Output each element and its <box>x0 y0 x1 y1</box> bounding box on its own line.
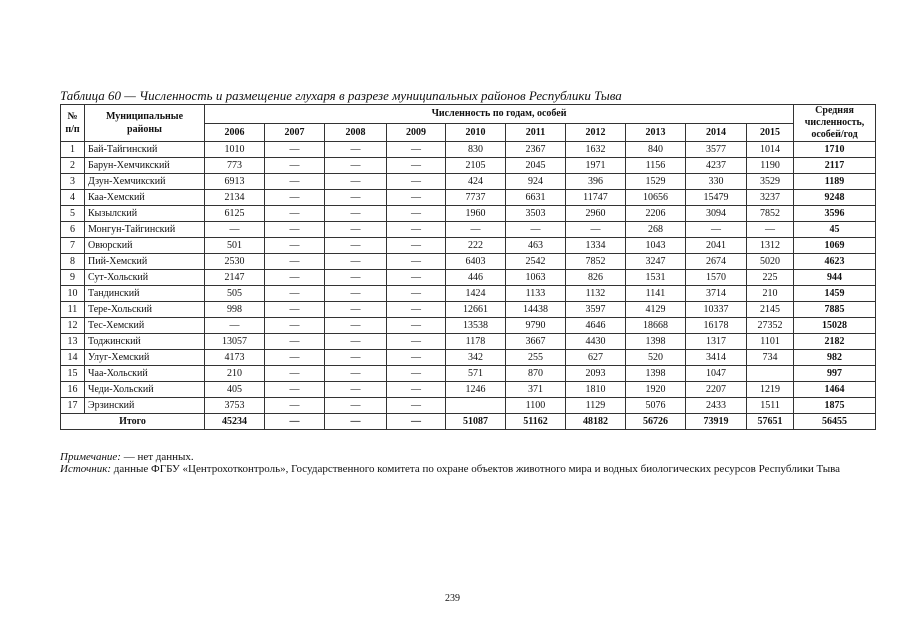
year-value: 4646 <box>566 318 626 334</box>
row-number: 1 <box>61 142 85 158</box>
year-value: 10656 <box>626 190 686 206</box>
year-value: 3094 <box>686 206 747 222</box>
year-value: — <box>265 142 325 158</box>
year-value: 16178 <box>686 318 747 334</box>
year-value: — <box>325 398 387 414</box>
year-value: 7852 <box>566 254 626 270</box>
year-value: 15479 <box>686 190 747 206</box>
note-label: Примечание: <box>60 451 121 463</box>
year-value: 1156 <box>626 158 686 174</box>
year-value: — <box>325 270 387 286</box>
year-value: — <box>387 366 446 382</box>
table-caption: Таблица 60 — Численность и размещение глухаря в разрезе муниципальных районов Республики Тыва <box>60 88 622 103</box>
average-value: 982 <box>794 350 876 366</box>
year-value: 1043 <box>626 238 686 254</box>
year-value: — <box>387 286 446 302</box>
year-value: 371 <box>506 382 566 398</box>
year-value: 396 <box>566 174 626 190</box>
row-number: 3 <box>61 174 85 190</box>
year-value: — <box>325 142 387 158</box>
total-row <box>61 414 876 430</box>
year-value: — <box>265 334 325 350</box>
district-name: Чаа-Хольский <box>85 366 205 382</box>
year-value: 6125 <box>205 206 265 222</box>
total-average: 56455 <box>794 414 876 430</box>
year-value: 830 <box>446 142 506 158</box>
average-value: 1710 <box>794 142 876 158</box>
row-number: 5 <box>61 206 85 222</box>
table-row <box>61 206 876 222</box>
year-value: 13538 <box>446 318 506 334</box>
year-value: 2433 <box>686 398 747 414</box>
year-value: — <box>265 318 325 334</box>
year-value: — <box>325 206 387 222</box>
year-value: 1334 <box>566 238 626 254</box>
year-value: 520 <box>626 350 686 366</box>
year-value: 6631 <box>506 190 566 206</box>
year-value: 505 <box>205 286 265 302</box>
year-value: 3414 <box>686 350 747 366</box>
average-value: 944 <box>794 270 876 286</box>
total-year-value: 51087 <box>446 414 506 430</box>
year-value: — <box>265 302 325 318</box>
row-number: 17 <box>61 398 85 414</box>
year-value: 210 <box>205 366 265 382</box>
year-value: 10337 <box>686 302 747 318</box>
total-year-value: 73919 <box>686 414 747 430</box>
year-value: 463 <box>506 238 566 254</box>
table-row <box>61 270 876 286</box>
table-row <box>61 238 876 254</box>
average-value: 7885 <box>794 302 876 318</box>
district-name: Барун-Хемчикский <box>85 158 205 174</box>
header-year: 2014 <box>686 123 747 142</box>
year-value: 1219 <box>747 382 794 398</box>
year-value: 2674 <box>686 254 747 270</box>
header-district: Муниципальные районы <box>85 105 205 142</box>
header-year: 2007 <box>265 123 325 142</box>
year-value: — <box>387 350 446 366</box>
year-value: 1014 <box>747 142 794 158</box>
year-value: — <box>325 366 387 382</box>
header-by-years: Численность по годам, особей <box>205 105 794 124</box>
table-row <box>61 190 876 206</box>
table-row <box>61 142 876 158</box>
district-name: Чеди-Хольский <box>85 382 205 398</box>
row-number: 9 <box>61 270 85 286</box>
year-value: 4173 <box>205 350 265 366</box>
year-value: 4430 <box>566 334 626 350</box>
year-value: — <box>205 318 265 334</box>
year-value: — <box>265 238 325 254</box>
table-body <box>61 142 876 430</box>
table-row <box>61 174 876 190</box>
average-value: 15028 <box>794 318 876 334</box>
row-number: 14 <box>61 350 85 366</box>
header-year: 2006 <box>205 123 265 142</box>
year-value: — <box>747 222 794 238</box>
year-value: 1960 <box>446 206 506 222</box>
year-value: — <box>325 318 387 334</box>
district-name: Кызылский <box>85 206 205 222</box>
year-value: — <box>325 158 387 174</box>
year-value: — <box>325 254 387 270</box>
year-value: — <box>387 174 446 190</box>
table-row <box>61 350 876 366</box>
year-value: 3667 <box>506 334 566 350</box>
year-value: 3597 <box>566 302 626 318</box>
year-value: — <box>265 382 325 398</box>
year-value: 4129 <box>626 302 686 318</box>
year-value: 4237 <box>686 158 747 174</box>
year-value: — <box>566 222 626 238</box>
year-value <box>747 366 794 382</box>
district-name: Эрзинский <box>85 398 205 414</box>
year-value: — <box>325 222 387 238</box>
year-value: 501 <box>205 238 265 254</box>
note-line <box>60 451 875 463</box>
year-value: 1971 <box>566 158 626 174</box>
year-value: — <box>325 334 387 350</box>
district-name: Улуг-Хемский <box>85 350 205 366</box>
year-value: 405 <box>205 382 265 398</box>
row-number: 12 <box>61 318 85 334</box>
row-number: 4 <box>61 190 85 206</box>
year-value: — <box>265 190 325 206</box>
year-value: — <box>325 238 387 254</box>
year-value: 7852 <box>747 206 794 222</box>
year-value: 2207 <box>686 382 747 398</box>
year-value: 5076 <box>626 398 686 414</box>
row-number: 13 <box>61 334 85 350</box>
year-value: — <box>387 318 446 334</box>
year-value: 3714 <box>686 286 747 302</box>
year-value: 1317 <box>686 334 747 350</box>
note-text: — нет данных. <box>120 451 194 463</box>
average-value: 4623 <box>794 254 876 270</box>
header-average: Средняя численность, особей/год <box>794 105 876 142</box>
year-value: 1246 <box>446 382 506 398</box>
year-value: — <box>387 142 446 158</box>
year-value: 6403 <box>446 254 506 270</box>
year-value: — <box>265 158 325 174</box>
year-value: 1632 <box>566 142 626 158</box>
year-value: 6913 <box>205 174 265 190</box>
average-value: 1069 <box>794 238 876 254</box>
district-name: Дзун-Хемчикский <box>85 174 205 190</box>
row-number: 7 <box>61 238 85 254</box>
year-value: 2145 <box>747 302 794 318</box>
year-value: 1398 <box>626 366 686 382</box>
district-name: Монгун-Тайгинский <box>85 222 205 238</box>
average-value: 1875 <box>794 398 876 414</box>
average-value: 45 <box>794 222 876 238</box>
year-value: 1810 <box>566 382 626 398</box>
table-row <box>61 382 876 398</box>
year-value: 3529 <box>747 174 794 190</box>
table-row <box>61 366 876 382</box>
year-value: — <box>265 222 325 238</box>
year-value: — <box>325 174 387 190</box>
table-row <box>61 222 876 238</box>
row-number: 8 <box>61 254 85 270</box>
year-value: — <box>387 302 446 318</box>
year-value: — <box>387 398 446 414</box>
year-value: 2530 <box>205 254 265 270</box>
average-value: 1464 <box>794 382 876 398</box>
population-table <box>60 104 876 430</box>
row-number: 16 <box>61 382 85 398</box>
year-value: 1570 <box>686 270 747 286</box>
header-year: 2013 <box>626 123 686 142</box>
year-value: 1133 <box>506 286 566 302</box>
year-value: — <box>265 206 325 222</box>
year-value: 1047 <box>686 366 747 382</box>
table-row <box>61 398 876 414</box>
year-value: — <box>265 286 325 302</box>
footnote <box>60 451 875 475</box>
year-value: 1190 <box>747 158 794 174</box>
district-name: Тес-Хемский <box>85 318 205 334</box>
header-year: 2015 <box>747 123 794 142</box>
total-year-value: 48182 <box>566 414 626 430</box>
year-value: — <box>265 366 325 382</box>
year-value: 1529 <box>626 174 686 190</box>
total-year-value: 56726 <box>626 414 686 430</box>
year-value: 3577 <box>686 142 747 158</box>
year-value: 3503 <box>506 206 566 222</box>
year-value: 2367 <box>506 142 566 158</box>
page-number: 239 <box>445 593 460 604</box>
year-value: 18668 <box>626 318 686 334</box>
row-number: 11 <box>61 302 85 318</box>
source-text: данные ФГБУ «Центрохотконтроль», Государственного комитета по охране объектов животного мира и водных биологических ресурсов Республики Тыва <box>111 463 841 475</box>
year-value: — <box>265 350 325 366</box>
table-row <box>61 158 876 174</box>
year-value: 2105 <box>446 158 506 174</box>
year-value: 1132 <box>566 286 626 302</box>
year-value: 27352 <box>747 318 794 334</box>
average-value: 997 <box>794 366 876 382</box>
district-name: Тандинский <box>85 286 205 302</box>
year-value: 2134 <box>205 190 265 206</box>
total-year-value: 45234 <box>205 414 265 430</box>
year-value: 210 <box>747 286 794 302</box>
total-year-value: 51162 <box>506 414 566 430</box>
average-value: 3596 <box>794 206 876 222</box>
year-value: — <box>387 270 446 286</box>
year-value: — <box>387 190 446 206</box>
year-value: 998 <box>205 302 265 318</box>
year-value: — <box>387 254 446 270</box>
year-value: 1920 <box>626 382 686 398</box>
year-value: — <box>387 206 446 222</box>
year-value: 9790 <box>506 318 566 334</box>
year-value: 268 <box>626 222 686 238</box>
year-value: — <box>387 382 446 398</box>
header-year: 2012 <box>566 123 626 142</box>
district-name: Сут-Хольский <box>85 270 205 286</box>
year-value: — <box>265 174 325 190</box>
year-value: 7737 <box>446 190 506 206</box>
year-value: 2093 <box>566 366 626 382</box>
row-number: 10 <box>61 286 85 302</box>
year-value: 1129 <box>566 398 626 414</box>
year-value: 13057 <box>205 334 265 350</box>
year-value: 14438 <box>506 302 566 318</box>
year-value: 330 <box>686 174 747 190</box>
year-value: 571 <box>446 366 506 382</box>
year-value: — <box>325 286 387 302</box>
year-value: 222 <box>446 238 506 254</box>
year-value: 1531 <box>626 270 686 286</box>
district-name: Каа-Хемский <box>85 190 205 206</box>
district-name: Тере-Хольский <box>85 302 205 318</box>
year-value: 734 <box>747 350 794 366</box>
header-year: 2010 <box>446 123 506 142</box>
year-value: 1010 <box>205 142 265 158</box>
district-name: Пий-Хемский <box>85 254 205 270</box>
year-value: 424 <box>446 174 506 190</box>
year-value: 255 <box>506 350 566 366</box>
year-value: 1312 <box>747 238 794 254</box>
year-value: 1178 <box>446 334 506 350</box>
year-value: 1511 <box>747 398 794 414</box>
year-value: 1424 <box>446 286 506 302</box>
year-value: — <box>387 238 446 254</box>
total-year-value: — <box>325 414 387 430</box>
year-value: 12661 <box>446 302 506 318</box>
total-year-value: 57651 <box>747 414 794 430</box>
year-value: 627 <box>566 350 626 366</box>
year-value: 773 <box>205 158 265 174</box>
year-value: 3753 <box>205 398 265 414</box>
year-value: 2147 <box>205 270 265 286</box>
year-value: — <box>265 398 325 414</box>
row-number: 2 <box>61 158 85 174</box>
table-row <box>61 286 876 302</box>
year-value: — <box>325 190 387 206</box>
year-value: 225 <box>747 270 794 286</box>
header-year: 2008 <box>325 123 387 142</box>
source-line <box>60 463 875 475</box>
year-value: 1398 <box>626 334 686 350</box>
year-value: — <box>506 222 566 238</box>
year-value: 3237 <box>747 190 794 206</box>
source-label: Источник: <box>60 463 111 475</box>
year-value: 2206 <box>626 206 686 222</box>
table-row <box>61 334 876 350</box>
year-value <box>446 398 506 414</box>
year-value: — <box>265 254 325 270</box>
year-value: 826 <box>566 270 626 286</box>
row-number: 15 <box>61 366 85 382</box>
district-name: Овюрский <box>85 238 205 254</box>
year-value: 1063 <box>506 270 566 286</box>
total-year-value: — <box>265 414 325 430</box>
year-value: 11747 <box>566 190 626 206</box>
year-value: — <box>446 222 506 238</box>
header-year: 2011 <box>506 123 566 142</box>
year-value: — <box>205 222 265 238</box>
header-year: 2009 <box>387 123 446 142</box>
year-value: 5020 <box>747 254 794 270</box>
year-value: — <box>387 334 446 350</box>
header-number: № п/п <box>61 105 85 142</box>
year-value: 3247 <box>626 254 686 270</box>
year-value: 924 <box>506 174 566 190</box>
year-value: 342 <box>446 350 506 366</box>
average-value: 1189 <box>794 174 876 190</box>
year-value: 2045 <box>506 158 566 174</box>
total-label: Итого <box>61 414 205 430</box>
row-number: 6 <box>61 222 85 238</box>
average-value: 2182 <box>794 334 876 350</box>
district-name: Тоджинский <box>85 334 205 350</box>
year-value: 1141 <box>626 286 686 302</box>
year-value: 2960 <box>566 206 626 222</box>
year-value: 840 <box>626 142 686 158</box>
table-row <box>61 254 876 270</box>
year-value: — <box>265 270 325 286</box>
average-value: 1459 <box>794 286 876 302</box>
year-value: — <box>325 350 387 366</box>
year-value: 446 <box>446 270 506 286</box>
year-value: — <box>686 222 747 238</box>
year-value: 2041 <box>686 238 747 254</box>
year-value: 2542 <box>506 254 566 270</box>
year-value: 870 <box>506 366 566 382</box>
average-value: 2117 <box>794 158 876 174</box>
table-row <box>61 302 876 318</box>
year-value: — <box>325 302 387 318</box>
table-row <box>61 318 876 334</box>
year-value: — <box>325 382 387 398</box>
total-year-value: — <box>387 414 446 430</box>
year-value: — <box>387 222 446 238</box>
year-value: 1101 <box>747 334 794 350</box>
year-value: 1100 <box>506 398 566 414</box>
district-name: Бай-Тайгинский <box>85 142 205 158</box>
year-value: — <box>387 158 446 174</box>
average-value: 9248 <box>794 190 876 206</box>
